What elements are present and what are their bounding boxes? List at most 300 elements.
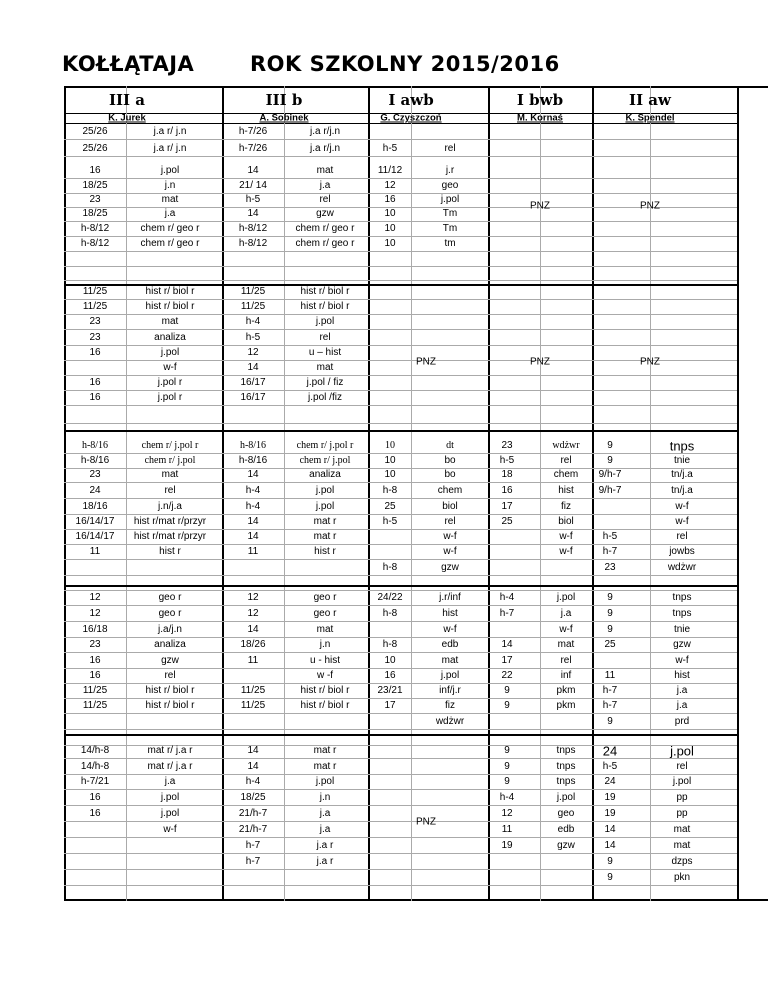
schedule-cell: 11/12 — [377, 165, 403, 176]
schedule-cell: mat — [316, 362, 334, 373]
schedule-cell: 11/25 — [82, 700, 108, 711]
schedule-cell: u - hist — [309, 655, 341, 666]
schedule-cell: w-f — [559, 546, 573, 557]
schedule-cell: j.pol r — [157, 377, 183, 388]
schedule-cell: 18/25 — [82, 208, 108, 219]
schedule-cell: 23 — [501, 440, 513, 451]
row-line — [64, 559, 737, 560]
schedule-cell: pkm — [556, 700, 576, 711]
row-line — [64, 544, 737, 545]
schedule-cell: j.pol /fiz — [308, 392, 342, 403]
schedule-cell: h-4 — [245, 776, 261, 787]
schedule-cell: 14 — [247, 469, 259, 480]
schedule-cell: 10 — [384, 238, 396, 249]
row-line — [64, 805, 737, 806]
schedule-cell: h-7/26 — [238, 126, 268, 137]
schedule-cell: 24 — [602, 743, 618, 759]
schedule-cell: j.a r/ j.n — [153, 126, 187, 137]
pnz-label: PNZ — [416, 356, 436, 368]
schedule-cell: j.a — [319, 180, 331, 191]
schedule-cell: 11/25 — [82, 685, 108, 696]
schedule-cell: mat — [673, 824, 691, 835]
schedule-cell: mat — [161, 194, 179, 205]
class-teacher: K. Jurek — [108, 112, 146, 124]
schedule-cell: j.pol — [160, 165, 180, 176]
schedule-cell: j.pol — [556, 792, 576, 803]
schedule-cell: analiza — [154, 639, 186, 650]
schedule-cell: j.pol — [315, 776, 335, 787]
schedule-cell: 14 — [247, 624, 259, 635]
schedule-cell: w-f — [675, 501, 689, 512]
schedule-cell: 16/17 — [240, 392, 266, 403]
schedule-cell: 17 — [384, 700, 396, 711]
schedule-cell: tnps — [672, 608, 692, 619]
row-line — [64, 529, 737, 530]
column-line — [126, 86, 127, 901]
schedule-cell: 25/26 — [82, 143, 108, 154]
row-line — [64, 329, 737, 330]
schedule-cell: hist r/ biol r — [300, 685, 350, 696]
schedule-cell: 21/h-7 — [238, 824, 268, 835]
schedule-cell: 23/21 — [377, 685, 403, 696]
schedule-cell: Tm — [442, 223, 458, 234]
schedule-cell: 16 — [89, 808, 101, 819]
schedule-cell: 22 — [501, 670, 513, 681]
schedule-cell: 11 — [89, 546, 101, 557]
row-line — [64, 652, 737, 653]
class-teacher: A. Sobinek — [259, 112, 309, 124]
schedule-cell: jowbs — [669, 546, 695, 557]
schedule-cell: mat r/ j.a r — [147, 745, 193, 756]
row-line — [64, 514, 737, 515]
schedule-cell: gzw — [557, 840, 575, 851]
schedule-cell: mat — [557, 639, 575, 650]
schedule-cell: j.a — [319, 824, 331, 835]
schedule-cell: 10 — [384, 655, 396, 666]
class-name: II aw — [629, 91, 671, 109]
schedule-cell: w-f — [443, 624, 457, 635]
schedule-cell: 16 — [384, 194, 396, 205]
schedule-cell: h-7 — [499, 608, 515, 619]
schedule-cell: chem r/ j.pol — [299, 455, 351, 466]
pnz-label: PNZ — [640, 356, 660, 368]
row-line — [64, 837, 737, 838]
schedule-cell: 16 — [89, 377, 101, 388]
schedule-cell: chem r/ geo r — [295, 238, 355, 249]
row-line — [64, 869, 737, 870]
schedule-cell: 14 — [604, 824, 616, 835]
schedule-cell: mat — [161, 469, 179, 480]
schedule-cell: edb — [557, 824, 575, 835]
schedule-cell: mat r — [313, 516, 337, 527]
schedule-cell: u – hist — [308, 347, 342, 358]
schedule-cell: rel — [560, 455, 572, 466]
schedule-cell: prd — [674, 716, 690, 727]
schedule-cell: h-8 — [382, 639, 398, 650]
schedule-cell: 9 — [607, 455, 613, 466]
schedule-cell: pkn — [673, 872, 691, 883]
schedule-cell: 18/25 — [240, 792, 266, 803]
schedule-cell: biol — [442, 501, 458, 512]
row-line — [64, 266, 737, 267]
schedule-cell: j.a — [676, 685, 688, 696]
schedule-cell: j.pol — [670, 743, 694, 759]
schedule-cell: geo r — [158, 608, 182, 619]
schedule-cell: rel — [444, 516, 456, 527]
schedule-cell: bo — [444, 469, 456, 480]
schedule-cell: 9 — [607, 624, 613, 635]
schedule-cell: geo r — [313, 608, 337, 619]
schedule-cell: 10 — [384, 455, 396, 466]
schedule-cell: j.a r — [316, 840, 334, 851]
row-line — [64, 139, 737, 140]
schedule-cell: hist — [674, 670, 690, 681]
schedule-cell: gzw — [316, 208, 334, 219]
schedule-cell: 12 — [89, 608, 101, 619]
schedule-cell: 19 — [604, 792, 616, 803]
row-line — [64, 423, 737, 424]
schedule-cell: 16/14/17 — [75, 531, 115, 542]
schedule-cell: 9 — [607, 440, 613, 451]
schedule-cell: 12 — [89, 592, 101, 603]
schedule-cell: h-5 — [382, 143, 398, 154]
schedule-cell: gzw — [441, 562, 459, 573]
schedule-cell: h-7 — [245, 856, 261, 867]
schedule-cell: 16/18 — [82, 624, 108, 635]
row-line — [64, 156, 737, 157]
schedule-cell: 9 — [607, 608, 613, 619]
schedule-cell: 9 — [504, 776, 510, 787]
schedule-cell: 23 — [89, 316, 101, 327]
schedule-cell: hist r — [314, 546, 336, 557]
schedule-cell: fiz — [561, 501, 571, 512]
schedule-cell: j.pol — [440, 194, 460, 205]
schedule-cell: j.n — [319, 792, 331, 803]
schedule-cell: 9 — [607, 716, 613, 727]
schedule-cell: j.a r — [316, 856, 334, 867]
schedule-cell: h-5 — [382, 516, 398, 527]
schedule-cell: 24 — [604, 776, 616, 787]
schedule-cell: mat r — [313, 745, 337, 756]
schedule-cell: 21/ 14 — [239, 180, 267, 191]
schedule-cell: rel — [444, 143, 456, 154]
schedule-cell: hist r/ biol r — [145, 301, 195, 312]
schedule-cell: chem r/ geo r — [140, 238, 200, 249]
schedule-cell: w-f — [443, 546, 457, 557]
schedule-cell: hist r/ biol r — [145, 700, 195, 711]
schedule-cell: 23 — [89, 194, 101, 205]
schedule-cell: geo r — [158, 592, 182, 603]
row-line — [64, 251, 737, 252]
schedule-cell: 23 — [604, 562, 616, 573]
schedule-cell: 18/25 — [82, 180, 108, 191]
schedule-cell: 10 — [384, 469, 396, 480]
schedule-cell: 10 — [384, 208, 396, 219]
row-line — [64, 375, 737, 376]
schedule-cell: 16 — [89, 655, 101, 666]
schedule-cell: 12 — [247, 608, 259, 619]
schedule-cell: j.a — [164, 776, 176, 787]
row-line — [64, 453, 737, 454]
schedule-cell: h-4 — [245, 485, 261, 496]
row-line — [64, 590, 737, 591]
schedule-cell: hist r — [159, 546, 181, 557]
schedule-cell: h-8 — [382, 485, 398, 496]
schedule-cell: 16 — [89, 347, 101, 358]
class-name: III b — [265, 91, 303, 109]
column-line — [222, 86, 224, 901]
schedule-cell: 18/16 — [82, 501, 108, 512]
schedule-cell: h-8/16 — [80, 455, 110, 466]
row-line — [64, 390, 737, 391]
schedule-cell: hist r/ biol r — [145, 286, 195, 297]
schedule-cell: h-5 — [602, 761, 618, 772]
schedule-cell: 17 — [501, 655, 513, 666]
schedule-cell: 14 — [247, 745, 259, 756]
schedule-cell: tnps — [669, 438, 695, 454]
schedule-cell: 14 — [247, 516, 259, 527]
schedule-cell: 14 — [604, 840, 616, 851]
schedule-cell: 24/22 — [377, 592, 403, 603]
row-line — [64, 683, 737, 684]
row-line — [64, 789, 737, 790]
schedule-cell: pp — [676, 792, 688, 803]
row-line — [64, 405, 737, 406]
schedule-cell: fiz — [445, 700, 455, 711]
schedule-cell: h-4 — [499, 592, 515, 603]
row-line — [64, 621, 737, 622]
schedule-cell: wdżwr — [667, 562, 697, 573]
schedule-cell: geo — [557, 808, 575, 819]
schedule-cell: w-f — [559, 531, 573, 542]
schedule-cell: chem r/ j.pol r — [141, 440, 199, 451]
schedule-cell: analiza — [309, 469, 341, 480]
schedule-cell: j.pol — [672, 776, 692, 787]
schedule-cell: 14 — [247, 531, 259, 542]
schedule-cell: h-7/26 — [238, 143, 268, 154]
schedule-cell: mat r — [313, 761, 337, 772]
schedule-cell: mat r — [313, 531, 337, 542]
schedule-cell: 16 — [89, 792, 101, 803]
schedule-cell: j.r/inf — [439, 592, 461, 603]
schedule-cell: h-5 — [499, 455, 515, 466]
schedule-cell: j.a — [319, 808, 331, 819]
schedule-cell: mat r/ j.a r — [147, 761, 193, 772]
class-name: III a — [109, 91, 145, 109]
schedule-cell: chem r/ j.pol r — [296, 440, 354, 451]
schedule-cell: h-8/12 — [238, 238, 268, 249]
schedule-cell: 16 — [89, 670, 101, 681]
schedule-cell: 14/h-8 — [80, 761, 110, 772]
schedule-cell: h-8 — [382, 562, 398, 573]
row-line — [64, 360, 737, 361]
schedule-cell: 14 — [247, 208, 259, 219]
schedule-cell: 11 — [604, 670, 616, 681]
schedule-cell: chem — [553, 469, 579, 480]
row-line — [64, 637, 737, 638]
schedule-cell: 14 — [247, 165, 259, 176]
row-line — [64, 178, 737, 179]
schedule-cell: rel — [319, 194, 331, 205]
schedule-cell: h-5 — [245, 332, 261, 343]
row-line — [64, 236, 737, 237]
schedule-cell: 14 — [247, 362, 259, 373]
schedule-cell: j.pol — [160, 792, 180, 803]
schedule-cell: 14 — [501, 639, 513, 650]
row-line — [64, 299, 737, 300]
schedule-cell: tnps — [672, 592, 692, 603]
schedule-cell: h-8/12 — [238, 223, 268, 234]
schedule-cell: h-4 — [245, 316, 261, 327]
schedule-cell: 17 — [501, 501, 513, 512]
schedule-cell: j.r — [445, 165, 455, 176]
schedule-cell: 11/25 — [240, 685, 266, 696]
schedule-cell: j.a r/ j.n — [153, 143, 187, 154]
schedule-cell: 11/25 — [240, 286, 266, 297]
schedule-cell: 9 — [607, 872, 613, 883]
schedule-cell: 9 — [504, 700, 510, 711]
schedule-cell: 16 — [89, 165, 101, 176]
schedule-cell: 11/25 — [82, 286, 108, 297]
schedule-cell: tnie — [673, 455, 691, 466]
schedule-cell: mat — [316, 165, 334, 176]
schedule-cell: pp — [676, 808, 688, 819]
schedule-cell: rel — [164, 485, 176, 496]
schedule-cell: 23 — [89, 469, 101, 480]
pnz-label: PNZ — [530, 356, 550, 368]
schedule-cell: mat — [441, 655, 459, 666]
schedule-cell: dt — [446, 440, 454, 451]
schedule-cell: h-8/16 — [81, 440, 109, 451]
column-line — [488, 86, 490, 901]
schedule-cell: 9/h-7 — [598, 485, 622, 496]
schedule-cell: 9 — [504, 685, 510, 696]
row-line — [64, 729, 737, 730]
schedule-cell: 14/h-8 — [80, 745, 110, 756]
schedule-cell: h-7 — [245, 840, 261, 851]
schedule-cell: gzw — [161, 655, 179, 666]
schedule-cell: h-7 — [602, 546, 618, 557]
schedule-cell: hist — [442, 608, 458, 619]
schedule-cell: 12 — [247, 592, 259, 603]
schedule-cell: 14 — [247, 761, 259, 772]
schedule-cell: j.n/j.a — [158, 501, 182, 512]
row-line — [64, 821, 737, 822]
class-name: I awb — [388, 91, 434, 109]
schedule-cell: j.pol — [440, 670, 460, 681]
schedule-cell: tm — [444, 238, 456, 249]
school-year-title: ROK SZKOLNY 2015/2016 — [250, 52, 560, 76]
schedule-cell: j.pol — [315, 316, 335, 327]
schedule-cell: pkm — [556, 685, 576, 696]
schedule-cell: 9 — [607, 856, 613, 867]
schedule-cell: tn/j.a — [671, 485, 693, 496]
schedule-cell: tnps — [556, 761, 576, 772]
schedule-cell: 9 — [504, 761, 510, 772]
schedule-cell: geo r — [313, 592, 337, 603]
frame-right — [737, 86, 739, 901]
schedule-cell: chem — [437, 485, 463, 496]
schedule-cell: 19 — [604, 808, 616, 819]
block-separator — [64, 734, 737, 736]
schedule-cell: h-7 — [602, 685, 618, 696]
schedule-cell: h-7/21 — [80, 776, 110, 787]
schedule-cell: inf/j.r — [439, 685, 461, 696]
schedule-cell: hist r/ biol r — [300, 301, 350, 312]
schedule-cell: j.a r/j.n — [309, 143, 341, 154]
row-line — [64, 758, 737, 759]
schedule-cell: 11/25 — [82, 301, 108, 312]
school-title: KOŁŁĄTAJA — [62, 52, 195, 76]
schedule-cell: edb — [441, 639, 459, 650]
schedule-cell: rel — [560, 655, 572, 666]
schedule-cell: 9 — [607, 592, 613, 603]
schedule-cell: rel — [164, 670, 176, 681]
class-teacher: M. Kornaś — [517, 112, 563, 124]
schedule-cell: chem r/ j.pol — [144, 455, 196, 466]
schedule-cell: 25/26 — [82, 126, 108, 137]
schedule-cell: dzps — [671, 856, 693, 867]
schedule-cell: 11/25 — [240, 301, 266, 312]
schedule-cell: j.a — [560, 608, 572, 619]
row-line — [64, 221, 737, 222]
schedule-cell: wdżwr — [435, 716, 465, 727]
schedule-cell: 11 — [247, 546, 259, 557]
schedule-cell: j.a — [164, 208, 176, 219]
schedule-cell: 12 — [501, 808, 513, 819]
schedule-cell: 21/h-7 — [238, 808, 268, 819]
row-line — [64, 605, 737, 606]
class-teacher: G. Czyszczoń — [380, 112, 442, 124]
schedule-cell: hist — [558, 485, 574, 496]
row-line — [64, 668, 737, 669]
schedule-cell: w-f — [163, 824, 177, 835]
schedule-cell: 25 — [501, 516, 513, 527]
pnz-label: PNZ — [640, 200, 660, 212]
schedule-cell: 12 — [384, 180, 396, 191]
schedule-cell: rel — [676, 531, 688, 542]
schedule-cell: mat — [316, 624, 334, 635]
schedule-cell: 16/17 — [240, 377, 266, 388]
pnz-label: PNZ — [416, 816, 436, 828]
schedule-cell: tnie — [673, 624, 691, 635]
schedule-cell: 16 — [501, 485, 513, 496]
schedule-cell: 24 — [89, 485, 101, 496]
schedule-cell: 10 — [384, 223, 396, 234]
schedule-cell: chem r/ geo r — [295, 223, 355, 234]
schedule-cell: j.pol — [315, 501, 335, 512]
schedule-cell: w-f — [675, 655, 689, 666]
schedule-cell: gzw — [673, 639, 691, 650]
schedule-cell: rel — [319, 332, 331, 343]
row-line — [64, 713, 737, 714]
schedule-cell: biol — [558, 516, 574, 527]
schedule-cell: 9/h-7 — [598, 469, 622, 480]
schedule-cell: w -f — [316, 670, 334, 681]
schedule-cell: tnps — [556, 745, 576, 756]
schedule-cell: j.n — [319, 639, 331, 650]
schedule-cell: 19 — [501, 840, 513, 851]
schedule-cell: j.pol — [556, 592, 576, 603]
schedule-cell: 23 — [89, 639, 101, 650]
column-line — [592, 86, 594, 901]
schedule-cell: 18 — [501, 469, 513, 480]
row-line — [64, 774, 737, 775]
schedule-cell: 11 — [501, 824, 513, 835]
frame-left — [64, 86, 66, 901]
schedule-cell: j.n — [164, 180, 176, 191]
schedule-cell: hist r/mat r/przyr — [133, 516, 207, 527]
